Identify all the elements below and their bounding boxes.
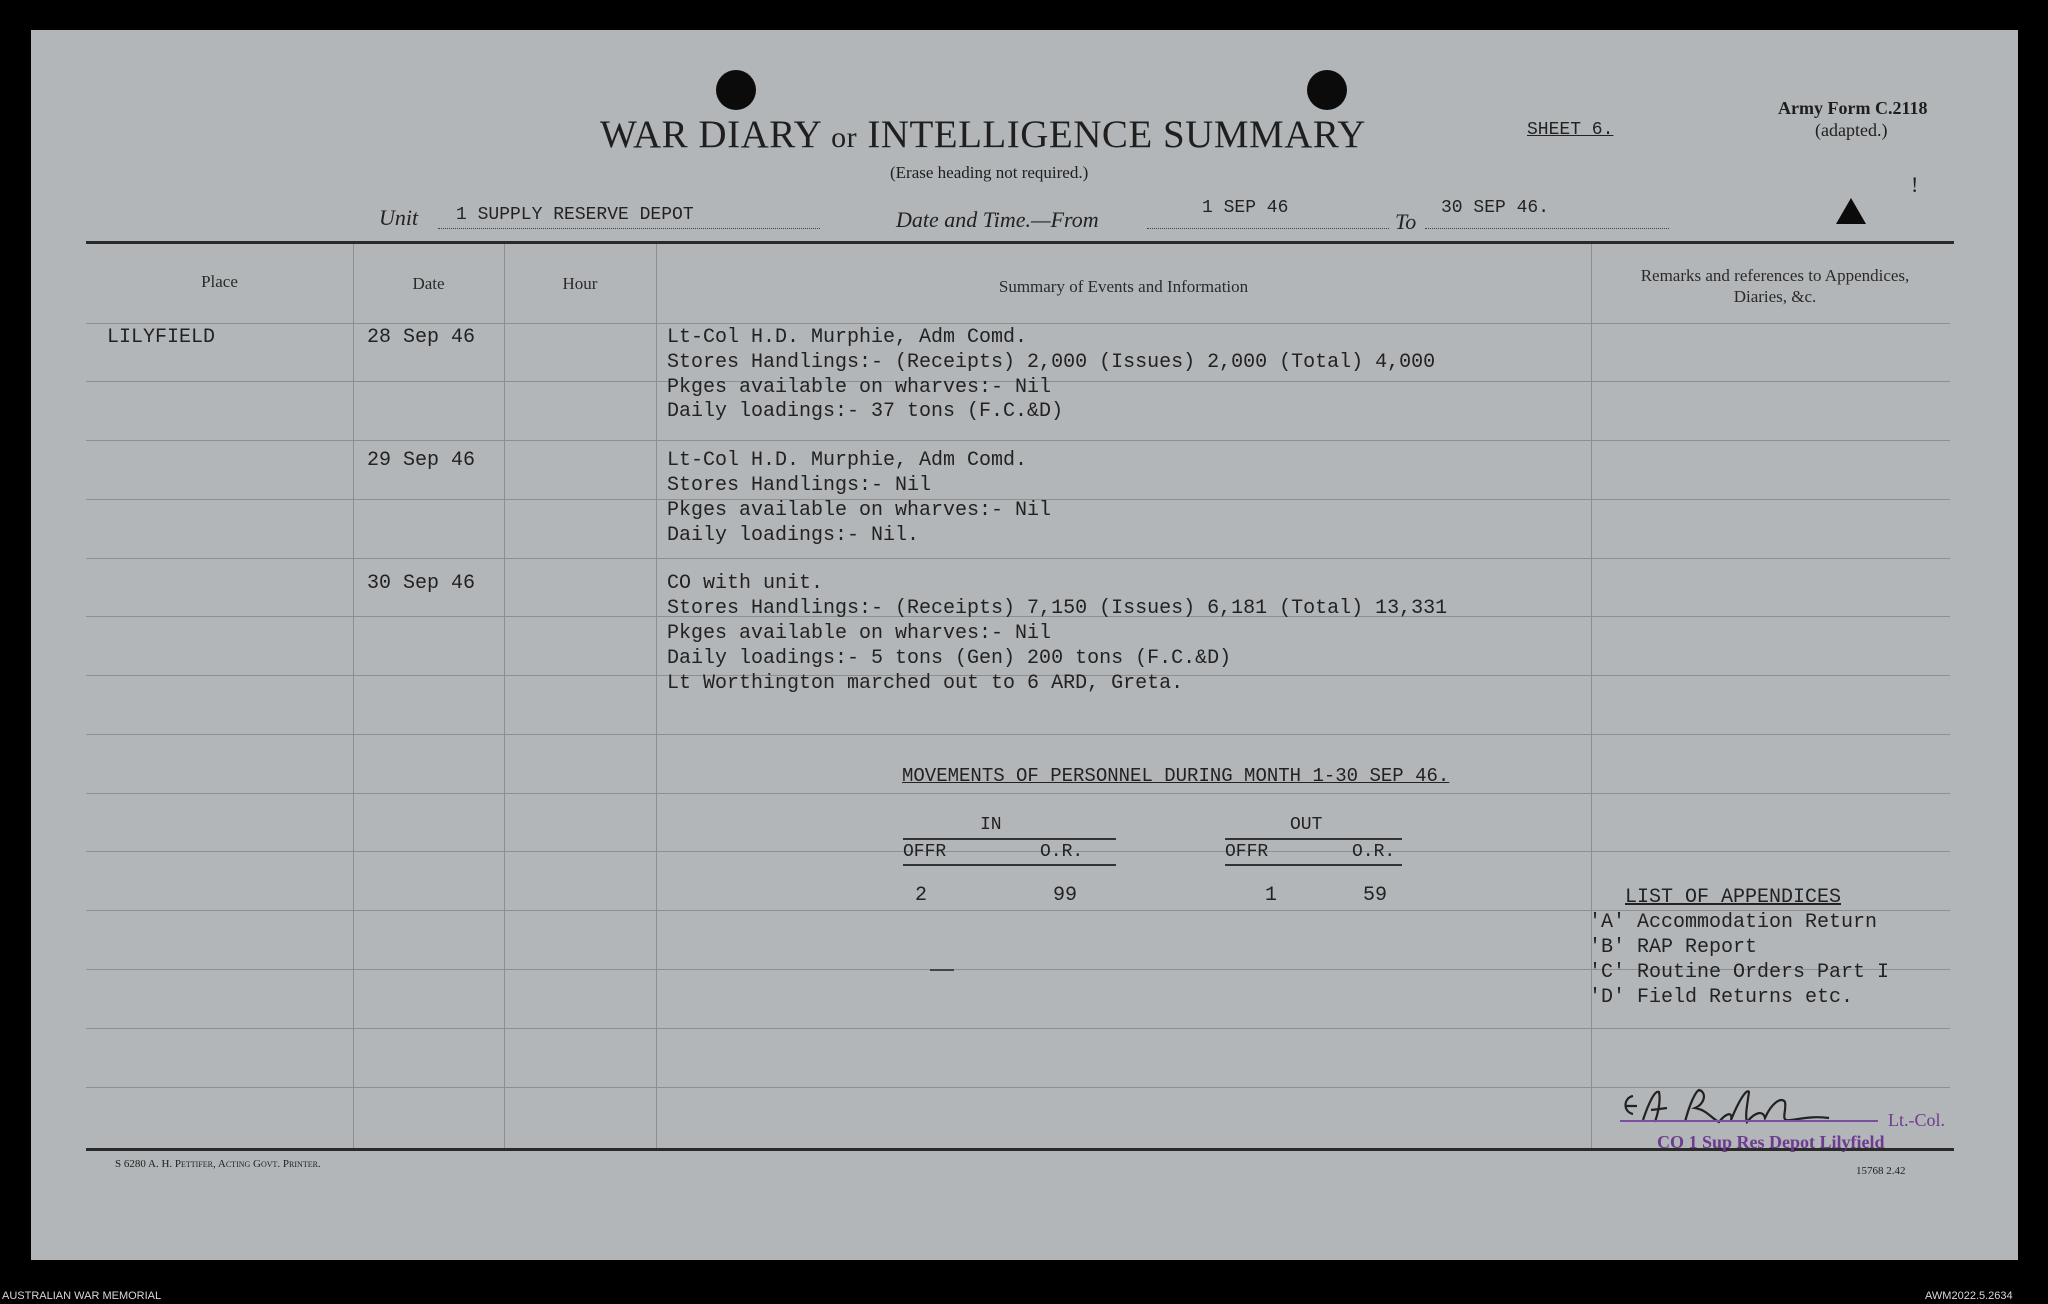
in-subrule (903, 864, 1116, 866)
printer-imprint: S 6280 A. H. Pettifer, Acting Govt. Printer. (115, 1158, 321, 1170)
erase-note: (Erase heading not required.) (890, 163, 1089, 182)
adapted-label: (adapted.) (1815, 120, 1888, 140)
entry-date: 29 Sep 46 (367, 449, 476, 472)
table-top-rule (86, 241, 1954, 244)
punch-hole-right (1307, 70, 1347, 110)
dash-mark (930, 969, 954, 971)
entry-date: 28 Sep 46 (367, 326, 476, 349)
row-rule (86, 323, 1950, 324)
column-header-summary: Summary of Events and Information (998, 277, 1249, 296)
entry-line: Pkges available on wharves:- Nil (667, 376, 1052, 399)
entry-line: Stores Handlings:- (Receipts) 2,000 (Issues) 2,000 (Total) 4,000 (667, 351, 1436, 374)
column-divider-place (353, 244, 354, 1148)
to-dotted-line (1425, 228, 1669, 229)
in-or-value: 99 (1053, 884, 1078, 907)
to-value: 30 SEP 46. (1441, 198, 1550, 218)
in-offr-label: OFFR (903, 842, 947, 862)
archive-name: AUSTRALIAN WAR MEMORIAL (2, 1290, 162, 1302)
row-rule (86, 851, 1950, 852)
punch-hole-left (716, 70, 756, 110)
signature-rank: Lt.-Col. (1888, 1110, 1945, 1130)
entry-line: Daily loadings:- 5 tons (Gen) 200 tons (F.C.&D) (667, 647, 1232, 670)
entry-line: Stores Handlings:- Nil (667, 474, 932, 497)
column-header-remarks: Remarks and references to Appendices, Diaries, &c. (1640, 266, 1910, 306)
from-dotted-line (1147, 228, 1389, 229)
out-offr-value: 1 (1265, 884, 1278, 907)
appendix-item: 'C' Routine Orders Part I (1589, 961, 1890, 984)
archive-reference: AWM2022.5.2634 (1925, 1290, 2013, 1302)
to-label: To (1395, 209, 1417, 234)
in-offr-value: 2 (915, 884, 928, 907)
page-mark: ! (1911, 172, 1919, 197)
entry-line: Daily loadings:- 37 tons (F.C.&D) (667, 400, 1064, 423)
entry-line: Pkges available on wharves:- Nil (667, 622, 1052, 645)
movements-out-label: OUT (1290, 815, 1323, 835)
row-rule (86, 793, 1950, 794)
appendix-item: 'B' RAP Report (1589, 936, 1758, 959)
movements-title: MOVEMENTS OF PERSONNEL DURING MONTH 1-30 SEP 46. (902, 765, 1450, 787)
entry-line: CO with unit. (667, 572, 824, 595)
entry-line: Stores Handlings:- (Receipts) 7,150 (Issues) 6,181 (Total) 13,331 (667, 597, 1448, 620)
date-time-label: Date and Time.—From (896, 207, 1099, 232)
from-value: 1 SEP 46 (1202, 198, 1289, 218)
out-subrule (1225, 864, 1402, 866)
column-header-place: Place (201, 272, 238, 291)
unit-label: Unit (379, 205, 419, 230)
in-or-label: O.R. (1040, 842, 1084, 862)
row-rule (86, 558, 1950, 559)
entry-line: Daily loadings:- Nil. (667, 524, 920, 547)
out-or-value: 59 (1363, 884, 1388, 907)
form-title: WAR DIARY or INTELLIGENCE SUMMARY (600, 113, 1366, 156)
entry-line: Lt Worthington marched out to 6 ARD, Greta. (667, 672, 1184, 695)
signature-mark (1615, 1082, 1895, 1132)
unit-value: 1 SUPPLY RESERVE DEPOT (456, 205, 694, 225)
entry-line: Pkges available on wharves:- Nil (667, 499, 1052, 522)
unit-stamp: CO 1 Sup Res Depot Lilyfield (1657, 1132, 1885, 1152)
appendix-item: 'A' Accommodation Return (1589, 911, 1878, 934)
row-rule (86, 440, 1950, 441)
entry-date: 30 Sep 46 (367, 572, 476, 595)
in-rule (903, 838, 1116, 840)
entry-line: Lt-Col H.D. Murphie, Adm Comd. (667, 326, 1028, 349)
column-divider-hour (656, 244, 657, 1148)
column-header-hour: Hour (562, 274, 598, 293)
punch-hole-tear (1836, 198, 1866, 224)
column-divider-date (504, 244, 505, 1148)
army-form-label: Army Form C.2118 (1778, 98, 1928, 118)
column-divider-summary (1591, 244, 1592, 1148)
out-rule (1225, 838, 1402, 840)
appendices-title: LIST OF APPENDICES (1625, 886, 1842, 909)
unit-dotted-line (438, 228, 820, 229)
movements-in-label: IN (980, 815, 1002, 835)
print-code: 15768 2.42 (1856, 1165, 1906, 1177)
row-rule (86, 734, 1950, 735)
out-offr-label: OFFR (1225, 842, 1269, 862)
row-rule (86, 1028, 1950, 1029)
signature-underline (1620, 1120, 1878, 1122)
sheet-number: SHEET 6. (1527, 120, 1614, 140)
entry-place: LILYFIELD (107, 326, 216, 349)
entry-line: Lt-Col H.D. Murphie, Adm Comd. (667, 449, 1028, 472)
column-header-date: Date (412, 274, 445, 293)
appendix-item: 'D' Field Returns etc. (1589, 986, 1854, 1009)
out-or-label: O.R. (1352, 842, 1396, 862)
